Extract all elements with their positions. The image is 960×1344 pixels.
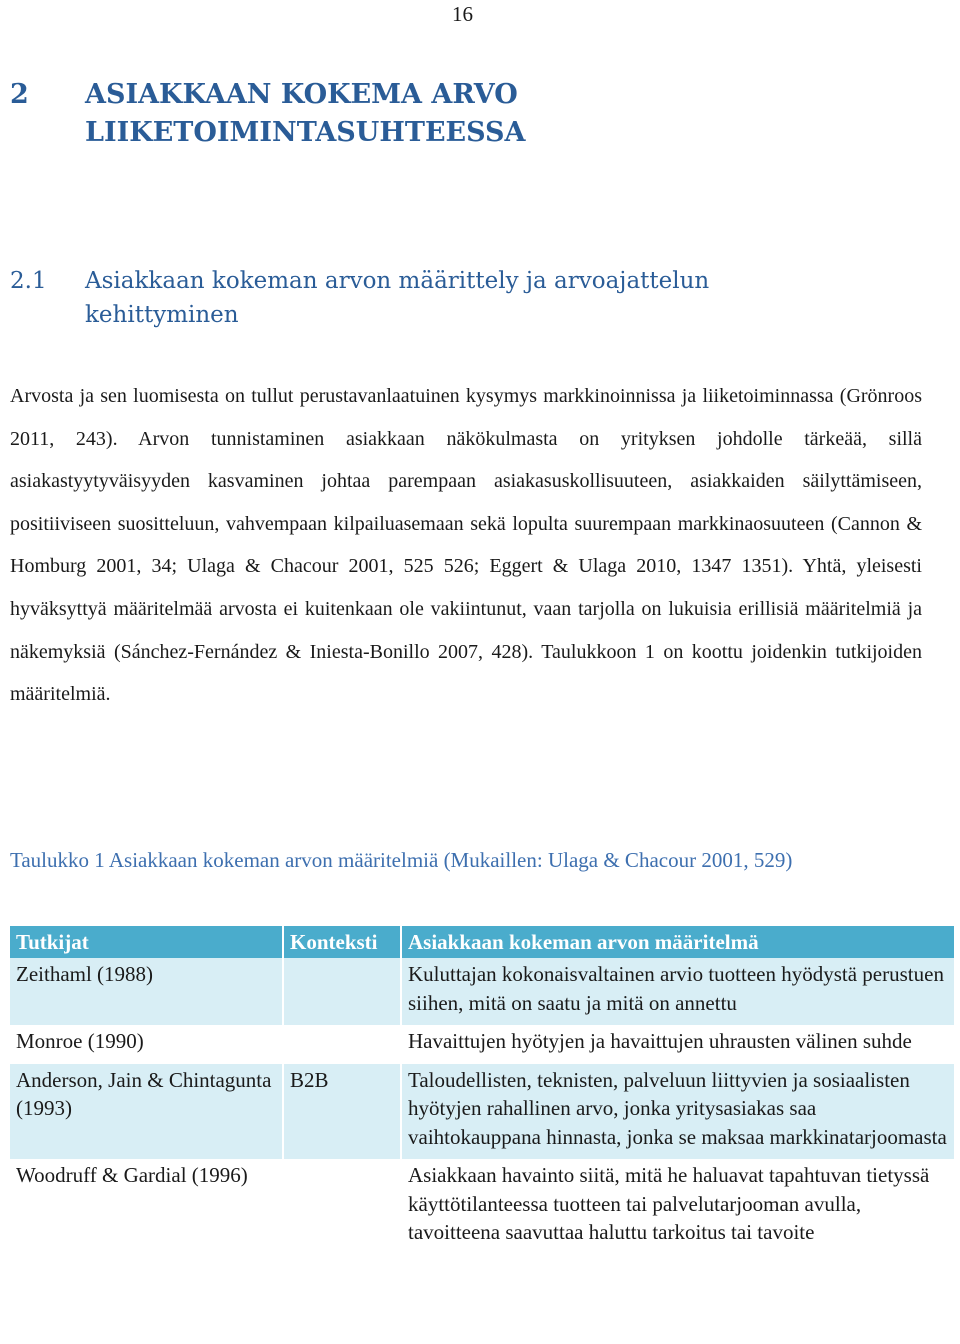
cell-definition: Taloudellisten, teknisten, palveluun liittyvien ja sosiaalisten hyötyjen rahallinen arvo, jonka yritysasiakas saa vaihtokauppana hinnasta, jonka se maksaa markkinatarjoomasta (402, 1064, 954, 1160)
cell-researchers: Anderson, Jain & Chintagunta (1993) (10, 1064, 284, 1160)
table-row (10, 1025, 954, 1064)
definitions-table (10, 926, 954, 1255)
cell-definition: Kuluttajan kokonaisvaltainen arvio tuotteen hyödystä perustuen siihen, mitä on saatu ja mitä on annettu (402, 958, 954, 1025)
header-definition: Asiakkaan kokeman arvon määritelmä (402, 926, 954, 958)
cell-definition: Asiakkaan havainto siitä, mitä he haluavat tapahtuvan tietyssä käyttötilanteessa tuotteen tai palvelutarjooman avulla, tavoitteena saavuttaa haluttu tarkoitus tai tavoite (402, 1159, 954, 1255)
section-number: 2.1 (10, 268, 47, 294)
cell-researchers: Woodruff & Gardial (1996) (10, 1159, 284, 1255)
header-context: Konteksti (284, 926, 402, 958)
table-header-row (10, 926, 954, 958)
body-paragraph: Arvosta ja sen luomisesta on tullut perustavanlaatuinen kysymys markkinoinnissa ja liiketoiminnassa (Grönroos 2011, 243). Arvon tunnistaminen asiakkaan näkökulmasta on yrityksen johdolle tärkeää, sillä asiakastyytyväisyyden kasvaminen johtaa parempaan asiakasuskollisuuteen, asiakkaiden säilyttämiseen, positiiviseen suositteluun, vahvempaan kilpailuasemaan sekä lopulta suurempaan markkinaosuuteen (Cannon & Homburg 2001, 34; Ulaga & Chacour 2001, 525 526; Eggert & Ulaga 2010, 1347 1351). Yhtä, yleisesti hyväksyttyä määritelmää arvosta ei kuitenkaan ole vakiintunut, vaan tarjolla on lukuisia erillisiä määritelmiä ja näkemyksiä (Sánchez-Fernández & Iniesta-Bonillo 2007, 428). Taulukkoon 1 on koottu joidenkin tutkijoiden määritelmiä. (10, 385, 922, 706)
cell-context: B2B (284, 1064, 402, 1160)
chapter-title-line2: LIIKETOIMINTASUHTEESSA (85, 117, 526, 148)
page-number: 16 (452, 2, 473, 26)
cell-context (284, 958, 402, 1025)
table-caption: Taulukko 1 Asiakkaan kokeman arvon määritelmiä (Mukaillen: Ulaga & Chacour 2001, 529) (10, 848, 793, 872)
cell-researchers: Zeithaml (1988) (10, 958, 284, 1025)
cell-definition: Havaittujen hyötyjen ja havaittujen uhrausten välinen suhde (402, 1025, 954, 1064)
cell-researchers: Monroe (1990) (10, 1025, 284, 1064)
table-row (10, 958, 954, 1025)
header-researchers: Tutkijat (10, 926, 284, 958)
section-title-line1: Asiakkaan kokeman arvon määrittely ja arvoajattelun (85, 268, 710, 294)
table-row (10, 1064, 954, 1160)
chapter-heading (10, 76, 525, 152)
chapter-title-line1: ASIAKKAAN KOKEMA ARVO (85, 79, 518, 110)
chapter-number: 2 (10, 79, 29, 110)
cell-context (284, 1025, 402, 1064)
table-row (10, 1159, 954, 1255)
cell-context (284, 1159, 402, 1255)
section-heading (10, 264, 709, 332)
section-title-line2: kehittyminen (85, 302, 239, 328)
